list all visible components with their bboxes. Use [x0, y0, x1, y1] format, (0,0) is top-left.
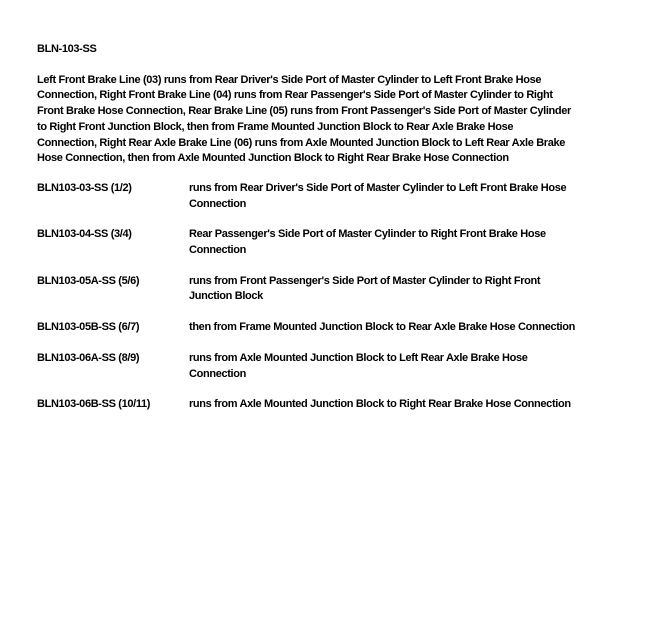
part-row [37, 397, 637, 413]
part-row [37, 351, 637, 382]
description-line: runs from Front Passenger's Side Port of Master Cylinder to Right Front [189, 274, 541, 287]
part-number: BLN103-06A-SS (8/9) [37, 351, 140, 364]
description-line: runs from Axle Mounted Junction Block to Left Rear Axle Brake Hose [189, 351, 528, 364]
description-line: Connection [189, 244, 246, 257]
part-description [189, 227, 546, 258]
description-line: Connection [189, 367, 246, 380]
description-line: runs from Rear Driver's Side Port of Master Cylinder to Left Front Brake Hose [189, 181, 567, 194]
part-row [37, 227, 637, 258]
intro-paragraph [37, 73, 637, 167]
part-row [37, 320, 637, 336]
description-line: then from Frame Mounted Junction Block to Rear Axle Brake Hose Connection [189, 321, 575, 334]
part-description [189, 274, 540, 305]
part-number: BLN103-05A-SS (5/6) [37, 274, 140, 287]
part-number: BLN103-06B-SS (10/11) [37, 398, 151, 411]
paragraph-line: Left Front Brake Line (03) runs from Rear Driver's Side Port of Master Cylinder to Left Front Brake Hose [37, 73, 542, 86]
paragraph-line: to Right Front Junction Block, then from Frame Mounted Junction Block to Rear Axle Brake Hose [37, 120, 514, 133]
paragraph-line: Front Brake Hose Connection, Rear Brake Line (05) runs from Front Passenger's Side Port of Master Cylinder [37, 105, 571, 118]
part-description [189, 351, 528, 382]
part-number: BLN103-03-SS (1/2) [37, 181, 132, 194]
paragraph-line: Connection, Right Rear Axle Brake Line (06) runs from Axle Mounted Junction Block to Left Rear Axle Brake [37, 136, 566, 149]
part-number: BLN103-04-SS (3/4) [37, 228, 132, 241]
document-title: BLN-103-SS [37, 43, 97, 55]
paragraph-line: Hose Connection, then from Axle Mounted Junction Block to Right Rear Brake Hose Connection [37, 152, 509, 165]
part-description [189, 320, 575, 336]
description-line: Junction Block [189, 290, 263, 303]
description-line: Rear Passenger's Side Port of Master Cylinder to Right Front Brake Hose [189, 228, 546, 241]
description-line: Connection [189, 197, 246, 210]
parts-list [37, 181, 637, 413]
part-row [37, 274, 637, 305]
paragraph-line: Connection, Right Front Brake Line (04) runs from Rear Passenger's Side Port of Master Cylinder to Right [37, 89, 553, 102]
part-description [189, 397, 571, 413]
part-description [189, 181, 566, 212]
part-number: BLN103-05B-SS (6/7) [37, 321, 140, 334]
description-line: runs from Axle Mounted Junction Block to Right Rear Brake Hose Connection [189, 398, 571, 411]
part-row [37, 181, 637, 212]
